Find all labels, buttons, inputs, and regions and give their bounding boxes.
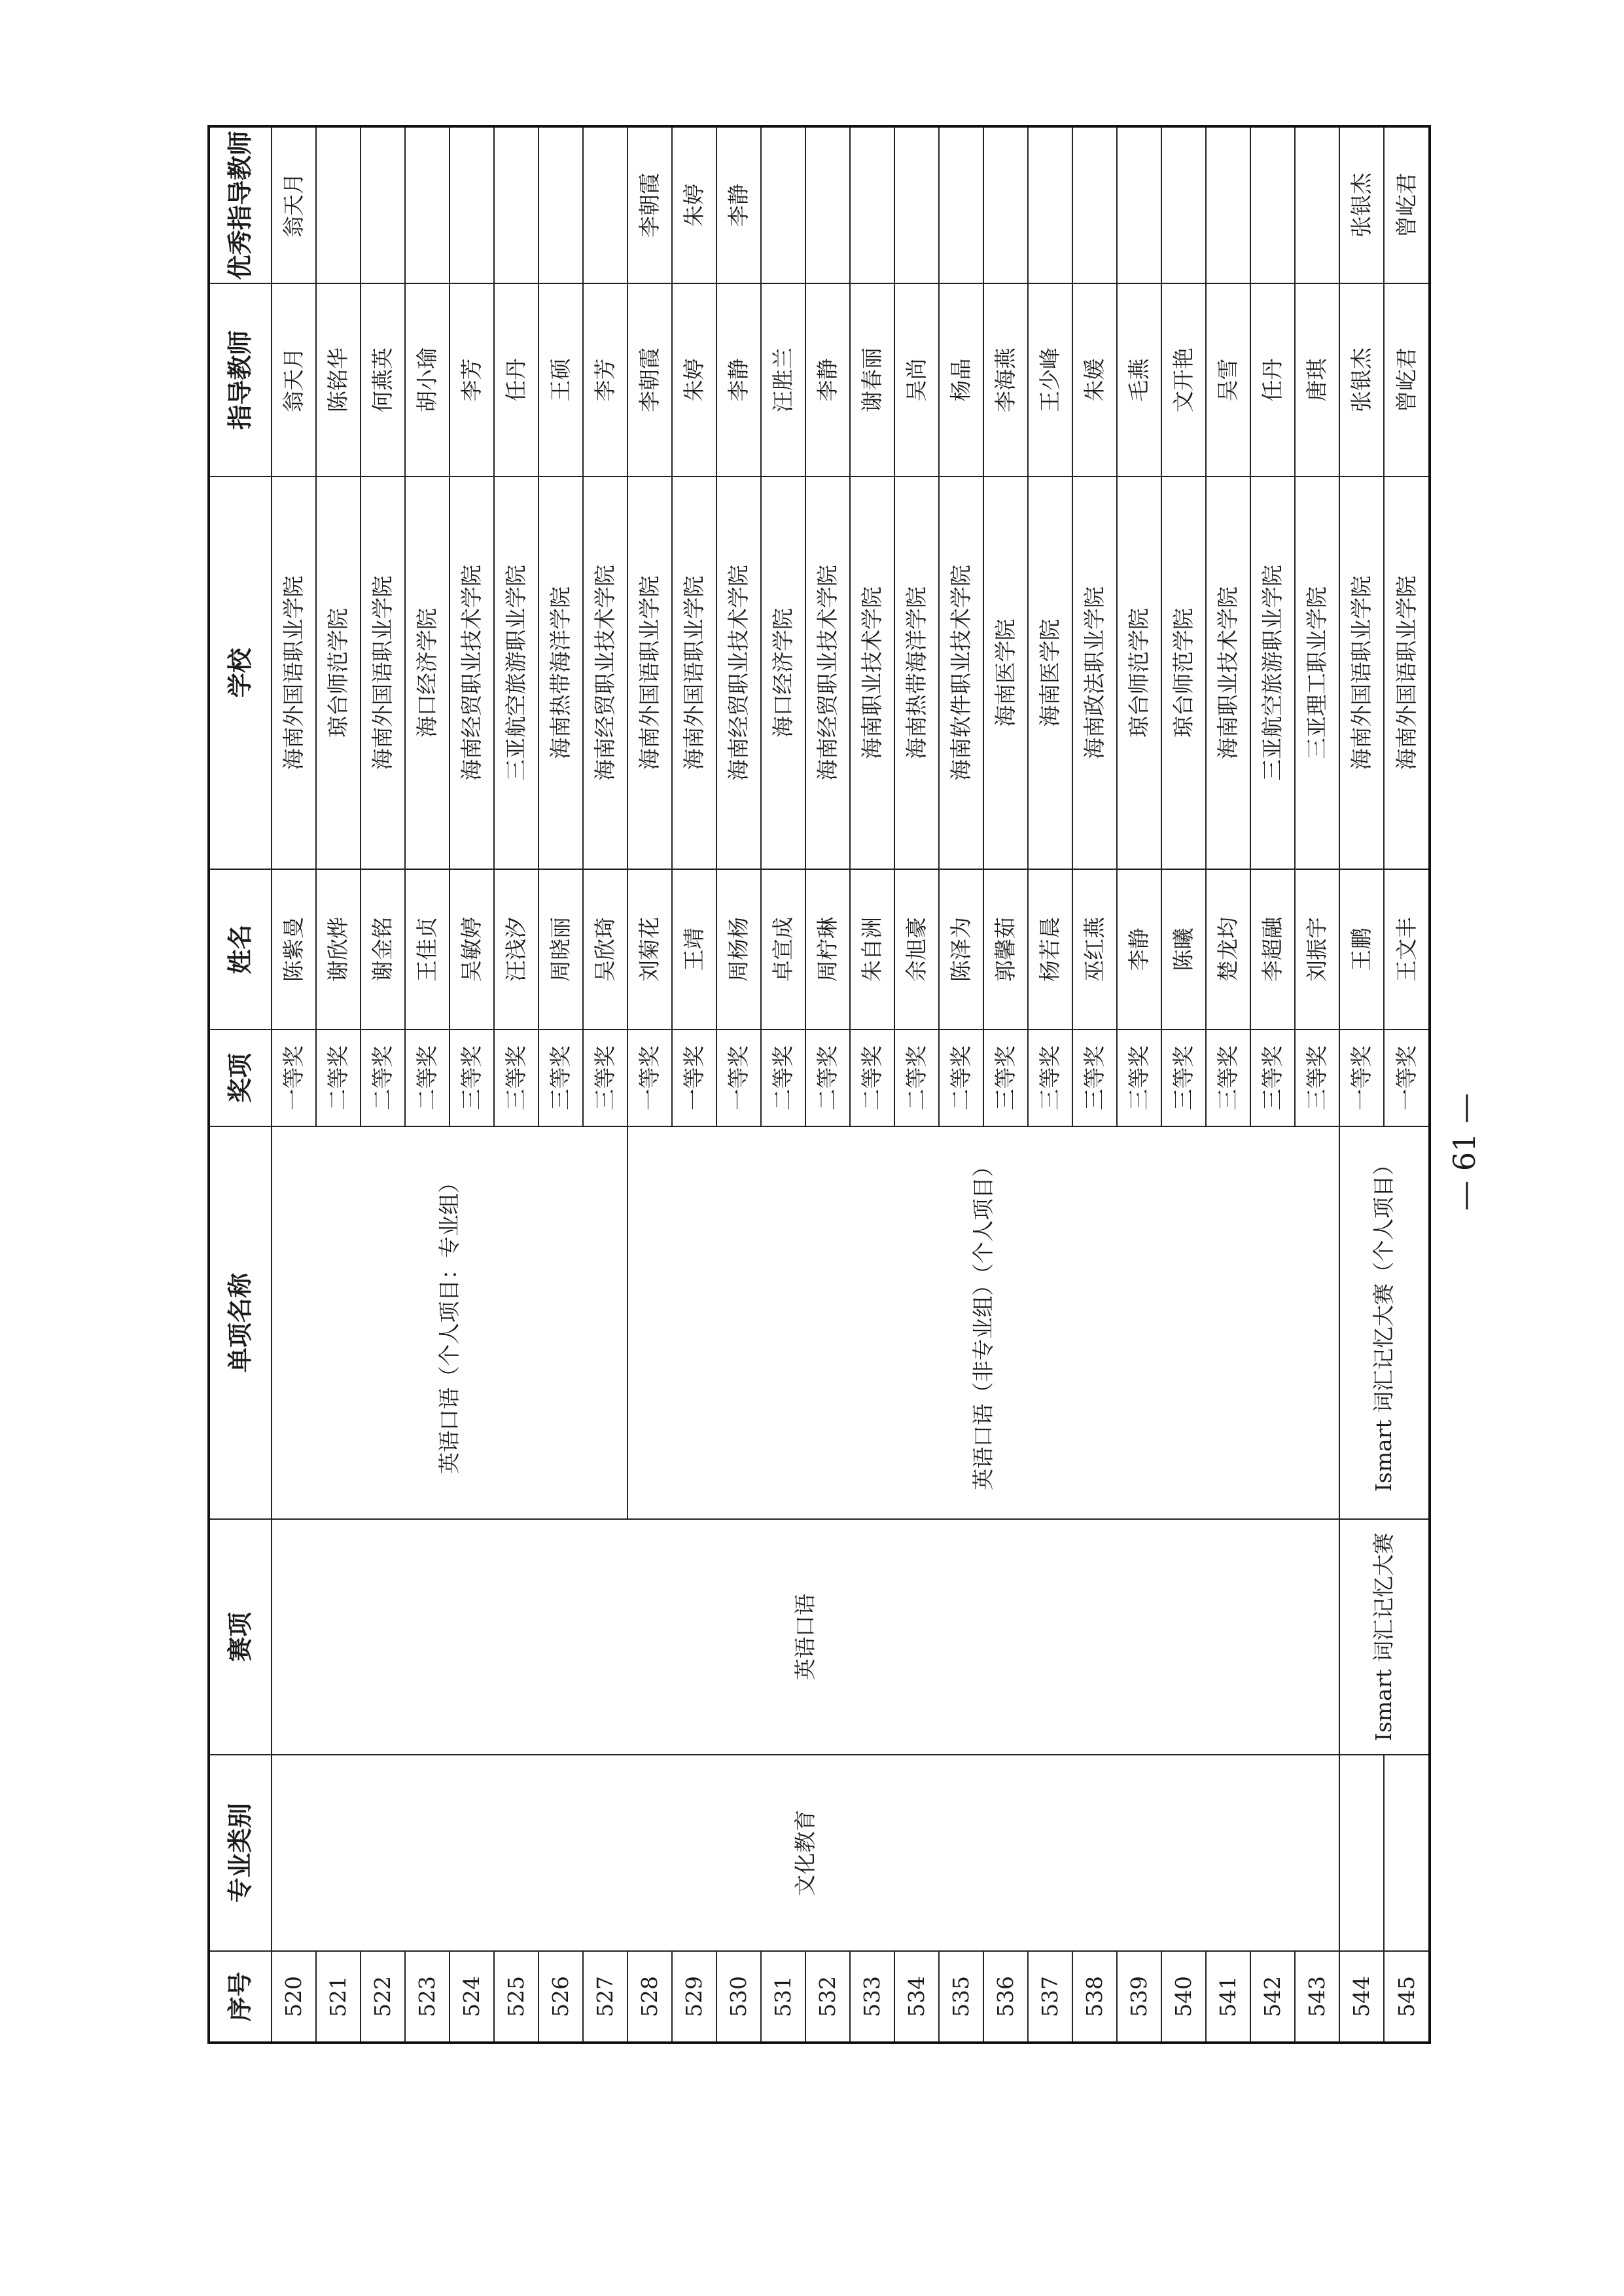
seq-cell: 531 (761, 1951, 805, 2043)
teacher-cell: 翁天月 (272, 283, 316, 476)
name-cell: 陈紫曼 (272, 869, 316, 1030)
school-cell: 海南医学院 (1028, 476, 1072, 869)
teacher-cell: 王硕 (538, 283, 583, 476)
name-cell: 刘振宇 (1295, 869, 1339, 1030)
page-number: — 61 — (1447, 1093, 1482, 1211)
school-cell: 海南职业技术学院 (1206, 476, 1250, 869)
award-cell: 三等奖 (1295, 1030, 1339, 1126)
teacher-cell: 任丹 (1250, 283, 1295, 476)
school-cell: 海南外国语职业学院 (672, 476, 716, 869)
name-cell: 刘菊花 (627, 869, 672, 1030)
school-cell: 三亚航空旅游职业学院 (1250, 476, 1295, 869)
school-cell: 海南软件职业技术学院 (939, 476, 983, 869)
header-row (209, 126, 272, 2043)
name-cell: 王鹏 (1339, 869, 1384, 1030)
teacher-cell: 任丹 (494, 283, 538, 476)
excellent-teacher-cell (1072, 126, 1117, 283)
seq-cell: 527 (583, 1951, 627, 2043)
teacher-cell: 朱婷 (672, 283, 716, 476)
award-cell: 三等奖 (583, 1030, 627, 1126)
excellent-teacher-cell (538, 126, 583, 283)
seq-cell: 536 (983, 1951, 1028, 2043)
school-cell: 海南经贸职业技术学院 (716, 476, 761, 869)
teacher-cell: 李朝霞 (627, 283, 672, 476)
teacher-cell: 文开艳 (1161, 283, 1206, 476)
school-cell: 海南经贸职业技术学院 (583, 476, 627, 869)
name-cell: 巫红燕 (1072, 869, 1117, 1030)
table-row (1339, 126, 1384, 2043)
teacher-cell: 张银杰 (1339, 283, 1384, 476)
seq-cell: 528 (627, 1951, 672, 2043)
award-cell: 一等奖 (627, 1030, 672, 1126)
category-cell: 文化教育 (272, 1755, 1339, 1951)
name-cell: 杨若晨 (1028, 869, 1072, 1030)
award-cell: 一等奖 (1384, 1030, 1430, 1126)
seq-cell: 524 (450, 1951, 494, 2043)
seq-cell: 522 (361, 1951, 405, 2043)
seq-cell: 545 (1384, 1951, 1430, 2043)
school-cell: 海南外国语职业学院 (1339, 476, 1384, 869)
header-excellent-teacher: 优秀指导教师 (209, 126, 272, 283)
school-cell: 海南经贸职业技术学院 (805, 476, 850, 869)
excellent-teacher-cell: 李静 (716, 126, 761, 283)
award-cell: 二等奖 (405, 1030, 450, 1126)
award-cell: 三等奖 (1250, 1030, 1295, 1126)
award-cell: 三等奖 (494, 1030, 538, 1126)
award-cell: 一等奖 (672, 1030, 716, 1126)
award-cell: 三等奖 (1028, 1030, 1072, 1126)
school-cell: 海口经济学院 (761, 476, 805, 869)
name-cell: 周柠琳 (805, 869, 850, 1030)
seq-cell: 543 (1295, 1951, 1339, 2043)
school-cell: 海南政法职业学院 (1072, 476, 1117, 869)
name-cell: 卓宣成 (761, 869, 805, 1030)
awards-table (207, 125, 1431, 2044)
name-cell: 李静 (1117, 869, 1161, 1030)
seq-cell: 526 (538, 1951, 583, 2043)
school-cell: 海南经贸职业技术学院 (450, 476, 494, 869)
excellent-teacher-cell: 张银杰 (1339, 126, 1384, 283)
teacher-cell: 谢春丽 (850, 283, 894, 476)
seq-cell: 523 (405, 1951, 450, 2043)
seq-cell: 537 (1028, 1951, 1072, 2043)
teacher-cell: 何燕英 (361, 283, 405, 476)
category-cell-empty (1339, 1755, 1384, 1951)
school-cell: 海口经济学院 (405, 476, 450, 869)
seq-cell: 541 (1206, 1951, 1250, 2043)
teacher-cell: 吴雪 (1206, 283, 1250, 476)
name-cell: 李超融 (1250, 869, 1295, 1030)
excellent-teacher-cell (450, 126, 494, 283)
teacher-cell: 陈铭华 (316, 283, 361, 476)
seq-cell: 538 (1072, 1951, 1117, 2043)
name-cell: 吴欣琦 (583, 869, 627, 1030)
excellent-teacher-cell (805, 126, 850, 283)
school-cell: 三亚航空旅游职业学院 (494, 476, 538, 869)
name-cell: 周晓丽 (538, 869, 583, 1030)
seq-cell: 533 (850, 1951, 894, 2043)
seq-cell: 542 (1250, 1951, 1295, 2043)
header-teacher: 指导教师 (209, 283, 272, 476)
teacher-cell: 胡小瑜 (405, 283, 450, 476)
excellent-teacher-cell (1206, 126, 1250, 283)
seq-cell: 544 (1339, 1951, 1384, 2043)
school-cell: 海南外国语职业学院 (1384, 476, 1430, 869)
teacher-cell: 唐琪 (1295, 283, 1339, 476)
header-seq: 序号 (209, 1951, 272, 2043)
seq-cell: 532 (805, 1951, 850, 2043)
award-cell: 二等奖 (894, 1030, 939, 1126)
rotated-table-container (207, 128, 1431, 2044)
excellent-teacher-cell: 曾屹君 (1384, 126, 1430, 283)
award-cell: 一等奖 (716, 1030, 761, 1126)
award-cell: 三等奖 (983, 1030, 1028, 1126)
school-cell: 海南职业技术学院 (850, 476, 894, 869)
name-cell: 楚龙均 (1206, 869, 1250, 1030)
seq-cell: 521 (316, 1951, 361, 2043)
excellent-teacher-cell (761, 126, 805, 283)
excellent-teacher-cell (894, 126, 939, 283)
table-row (272, 126, 316, 2043)
award-cell: 二等奖 (850, 1030, 894, 1126)
name-cell: 谢金铭 (361, 869, 405, 1030)
award-cell: 一等奖 (1339, 1030, 1384, 1126)
school-cell: 海南热带海洋学院 (538, 476, 583, 869)
name-cell: 余旭豪 (894, 869, 939, 1030)
header-name: 姓名 (209, 869, 272, 1030)
award-cell: 三等奖 (1206, 1030, 1250, 1126)
excellent-teacher-cell (939, 126, 983, 283)
award-cell: 三等奖 (1161, 1030, 1206, 1126)
excellent-teacher-cell (494, 126, 538, 283)
seq-cell: 534 (894, 1951, 939, 2043)
teacher-cell: 李静 (716, 283, 761, 476)
school-cell: 海南热带海洋学院 (894, 476, 939, 869)
school-cell: 琼台师范学院 (316, 476, 361, 869)
event-cell: 英语口语 (272, 1519, 1339, 1755)
name-cell: 汪浅汐 (494, 869, 538, 1030)
event-cell: Ismart 词汇记忆大赛 (1339, 1519, 1430, 1755)
name-cell: 王靖 (672, 869, 716, 1030)
name-cell: 朱自洲 (850, 869, 894, 1030)
excellent-teacher-cell (850, 126, 894, 283)
excellent-teacher-cell (1250, 126, 1295, 283)
name-cell: 谢欣烨 (316, 869, 361, 1030)
name-cell: 王文丰 (1384, 869, 1430, 1030)
award-cell: 三等奖 (1072, 1030, 1117, 1126)
category-cell-empty (1384, 1755, 1430, 1951)
name-cell: 吴敏婷 (450, 869, 494, 1030)
name-cell: 郭馨茹 (983, 869, 1028, 1030)
teacher-cell: 汪胜兰 (761, 283, 805, 476)
school-cell: 琼台师范学院 (1161, 476, 1206, 869)
teacher-cell: 李海燕 (983, 283, 1028, 476)
seq-cell: 540 (1161, 1951, 1206, 2043)
header-event: 赛项 (209, 1519, 272, 1755)
excellent-teacher-cell (583, 126, 627, 283)
award-cell: 三等奖 (1117, 1030, 1161, 1126)
seq-cell: 529 (672, 1951, 716, 2043)
header-award: 奖项 (209, 1030, 272, 1126)
excellent-teacher-cell (1117, 126, 1161, 283)
award-cell: 三等奖 (538, 1030, 583, 1126)
award-cell: 二等奖 (361, 1030, 405, 1126)
name-cell: 周杨杨 (716, 869, 761, 1030)
name-cell: 王佳贞 (405, 869, 450, 1030)
excellent-teacher-cell (983, 126, 1028, 283)
award-cell: 二等奖 (316, 1030, 361, 1126)
award-cell: 二等奖 (805, 1030, 850, 1126)
item-cell: Ismart 词汇记忆大赛（个人项目） (1339, 1126, 1430, 1519)
excellent-teacher-cell: 李朝霞 (627, 126, 672, 283)
seq-cell: 539 (1117, 1951, 1161, 2043)
teacher-cell: 曾屹君 (1384, 283, 1430, 476)
teacher-cell: 李芳 (450, 283, 494, 476)
school-cell: 海南外国语职业学院 (272, 476, 316, 869)
seq-cell: 520 (272, 1951, 316, 2043)
school-cell: 琼台师范学院 (1117, 476, 1161, 869)
excellent-teacher-cell (1295, 126, 1339, 283)
teacher-cell: 毛燕 (1117, 283, 1161, 476)
award-cell: 二等奖 (761, 1030, 805, 1126)
award-cell: 二等奖 (939, 1030, 983, 1126)
table-row (1384, 126, 1430, 2043)
excellent-teacher-cell (1161, 126, 1206, 283)
excellent-teacher-cell (316, 126, 361, 283)
school-cell: 海南外国语职业学院 (361, 476, 405, 869)
school-cell: 三亚理工职业学院 (1295, 476, 1339, 869)
excellent-teacher-cell (361, 126, 405, 283)
header-category: 专业类别 (209, 1755, 272, 1951)
item-cell: 英语口语（非专业组）（个人项目） (627, 1126, 1339, 1519)
seq-cell: 525 (494, 1951, 538, 2043)
seq-cell: 535 (939, 1951, 983, 2043)
excellent-teacher-cell: 朱婷 (672, 126, 716, 283)
teacher-cell: 朱媛 (1072, 283, 1117, 476)
excellent-teacher-cell (1028, 126, 1072, 283)
seq-cell: 530 (716, 1951, 761, 2043)
teacher-cell: 杨晶 (939, 283, 983, 476)
item-cell: 英语口语（个人项目：专业组） (272, 1126, 627, 1519)
teacher-cell: 李芳 (583, 283, 627, 476)
teacher-cell: 王少峰 (1028, 283, 1072, 476)
teacher-cell: 李静 (805, 283, 850, 476)
school-cell: 海南医学院 (983, 476, 1028, 869)
name-cell: 陈曦 (1161, 869, 1206, 1030)
teacher-cell: 吴尚 (894, 283, 939, 476)
award-cell: 三等奖 (450, 1030, 494, 1126)
school-cell: 海南外国语职业学院 (627, 476, 672, 869)
header-item: 单项名称 (209, 1126, 272, 1519)
excellent-teacher-cell: 翁天月 (272, 126, 316, 283)
award-cell: 一等奖 (272, 1030, 316, 1126)
excellent-teacher-cell (405, 126, 450, 283)
header-school: 学校 (209, 476, 272, 869)
name-cell: 陈泽为 (939, 869, 983, 1030)
